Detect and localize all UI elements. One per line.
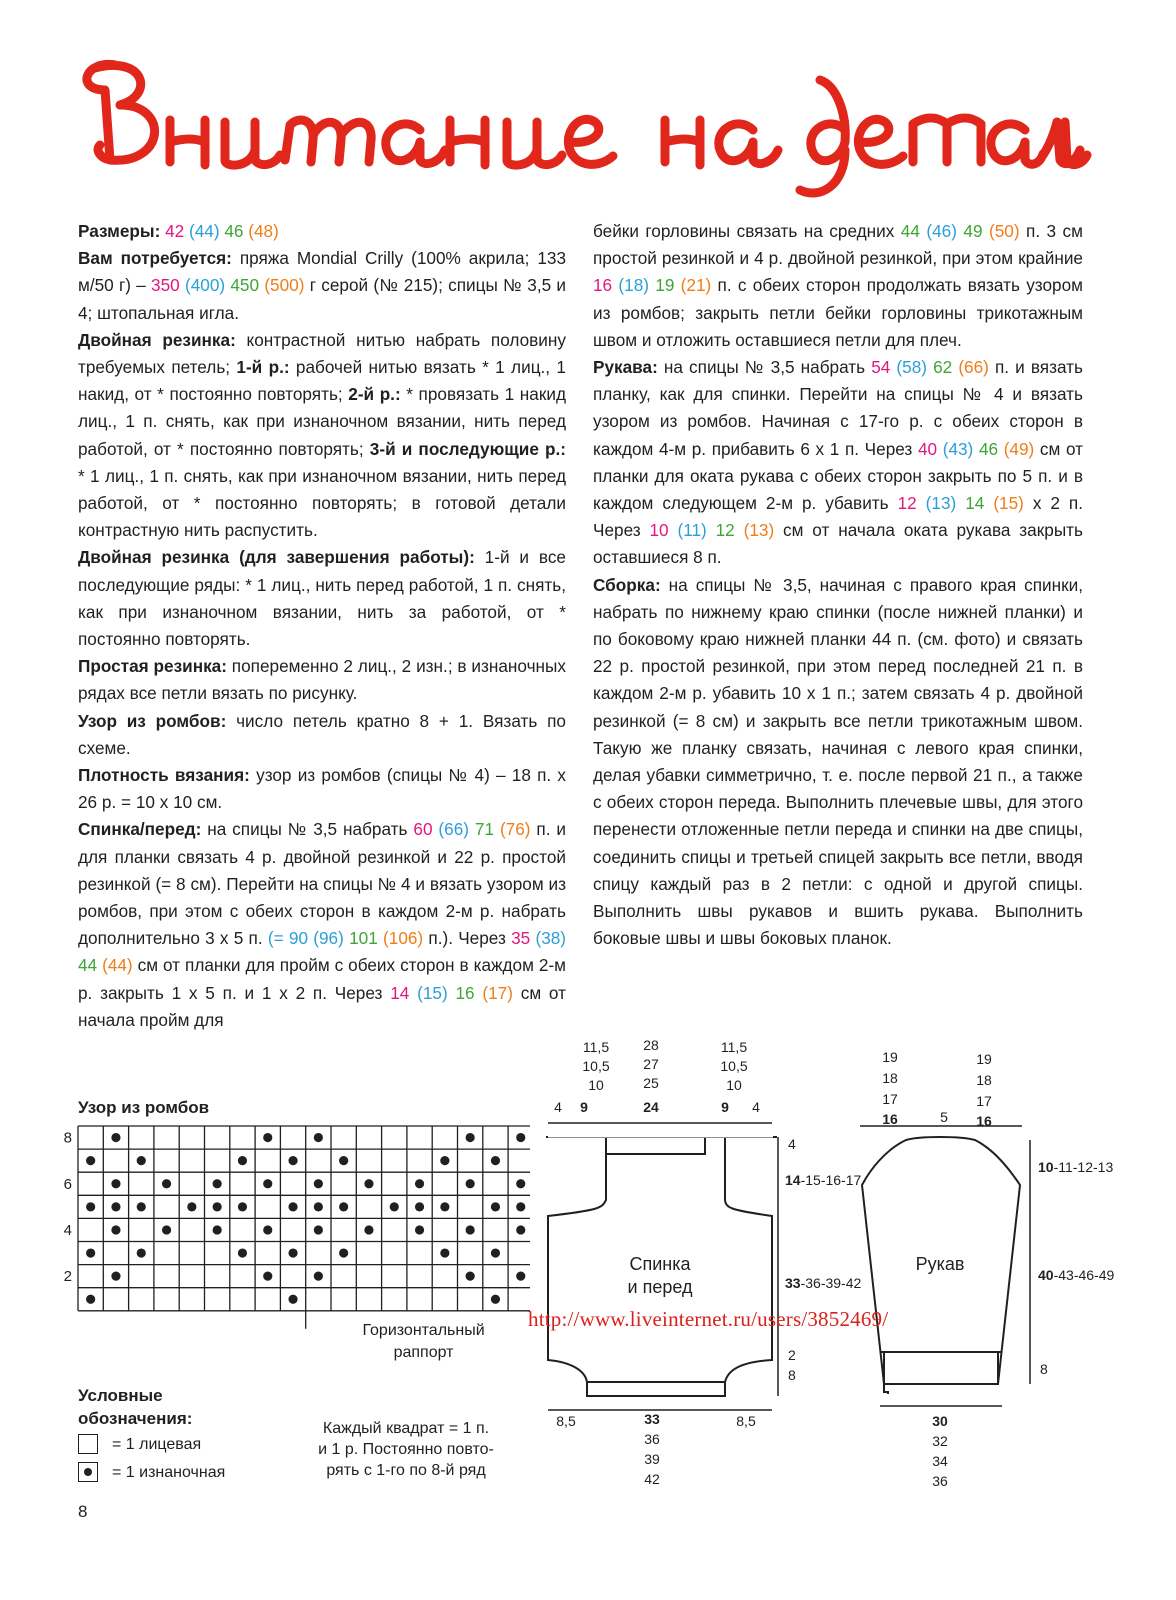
body-label-2: и перед [627,1277,693,1297]
size-value: 101 [349,928,378,949]
purl-stitch-dot [86,1202,95,1211]
body-height-top: 4 [788,1136,796,1152]
purl-stitch-dot [213,1225,222,1234]
size-value: (46) [926,221,957,241]
paragraph [78,762,566,816]
section-label: Узор из ромбов: [78,710,227,731]
chart-row-label: 4 [63,1221,72,1239]
sleeve-height-length: 40-43-46-49 [1038,1267,1115,1283]
sleeve-bottom-width-4: 36 [932,1473,948,1489]
size-value: (18) [618,275,649,296]
size-value: (38) [535,928,567,949]
paragraph [593,218,1083,354]
purl-stitch-dot [466,1272,475,1281]
sleeve-bottom-width-1: 30 [932,1413,948,1429]
body-width-center: 24 [643,1099,659,1115]
size-value: 19 [655,275,675,296]
size-value: (48) [248,221,279,241]
purl-stitch-dot [440,1248,449,1257]
body-height-band-1: 2 [788,1347,796,1363]
size-value: (66) [438,819,469,840]
size-value: 54 [871,357,891,378]
size-value: (106) [383,928,424,949]
text-run: контрастной нитью набрать половину требуемых петель; [78,329,566,378]
sleeve-top-left-4: 16 [882,1111,898,1127]
section-label: Размеры: [78,221,161,241]
text-run: п. и для планки связать 4 р. двойной резинкой и 22 р. простой резинкой (= 8 см). Перейти на спицы № 4 и вязать узором из ромбов, при этом с обеих сторон в каждом 2-м р. набрать дополнительно 3 х 5 п. [78,819,566,949]
paragraph [593,572,1083,953]
text-run: число петель кратно 8 + 1. Вязать по схеме. [78,710,566,758]
purl-stitch-dot [187,1202,196,1211]
size-value: 40 [917,438,938,459]
section-label: Рукава: [593,357,658,378]
section-label: Двойная резинка: [78,329,236,350]
size-value: (400) [184,275,226,296]
sleeve-height-band: 8 [1040,1361,1048,1377]
sleeve-top-right-1: 19 [976,1051,992,1067]
text-run: см от начала оката рукава закрыть оставшиеся 8 п. [593,520,1084,568]
paragraph [78,816,566,1034]
size-value: (= 90 [267,928,309,949]
body-top-left-3: 10 [588,1077,604,1093]
paragraph [78,708,566,762]
repeat-label: раппорт [393,1343,454,1361]
purl-stitch-dot [263,1133,272,1142]
purl-stitch-dot [162,1179,171,1188]
size-value: (11) [677,520,707,541]
text-run: на спицы № 3,5 набрать [657,357,872,378]
body-label-1: Спинка [629,1254,691,1274]
purl-stitch-dot [314,1133,323,1142]
purl-stitch-dot [314,1272,323,1281]
chart-row-label: 2 [63,1268,72,1286]
body-top-left-2: 10,5 [582,1058,610,1074]
purl-stitch-dot [314,1225,323,1234]
purl-stitch-dot [111,1225,120,1234]
body-top-center-1: 28 [643,1037,659,1053]
sleeve-label: Рукав [915,1254,965,1274]
chart-row-label: 6 [63,1175,72,1193]
body-height-band-2: 8 [788,1367,796,1383]
purl-stitch-dot [162,1225,171,1234]
paragraph [78,218,566,245]
sleeve-bottom-width-3: 34 [932,1453,948,1469]
purl-stitch-dot [415,1225,424,1234]
text-run: п. и вязать планку, как для спинки. Перейти на спицы № 4 и вязать узором из ромбов. Начиная с 17-го р. с обеих сторон в каждом 4-м р. прибавить 6 х 1 п. Через [593,357,1083,459]
purl-stitch-dot [339,1202,348,1211]
size-value: 12 [897,493,917,514]
size-value: (13) [743,520,775,541]
legend-title: Условные обозначения: [78,1386,193,1428]
purl-stitch-dot [364,1179,373,1188]
size-value: (58) [896,357,927,378]
size-value: 71 [474,819,495,840]
purl-stitch-dot [111,1133,120,1142]
purl-stitch-dot [288,1202,297,1211]
body-bottom-width-3: 39 [644,1451,660,1467]
purl-stitch-dot [137,1156,146,1165]
knit-symbol-box [78,1434,98,1454]
size-value: 14 [390,982,410,1003]
text-run [956,493,965,513]
purl-stitch-dot [288,1248,297,1257]
body-bottom-width-1: 33 [644,1411,660,1427]
purl-stitch-dot [111,1272,120,1281]
instructions-left-column [78,218,566,1034]
purl-stitch-dot [238,1156,247,1165]
text-run [984,493,993,513]
purl-stitch-dot [364,1225,373,1234]
purl-stitch-dot [213,1179,222,1188]
size-value: 49 [963,221,983,241]
legend-knit-label: = 1 лицевая [112,1436,202,1453]
body-width-left: 9 [580,1099,588,1115]
text-run: см от планки для оката рукава с обеих сторон закрыть по 5 п. и в каждом следующем 2-м р. убавить [593,438,1084,514]
sleeve-height-cap: 10-11-12-13 [1038,1159,1114,1175]
body-bottom-width-2: 36 [644,1431,660,1447]
size-value: 46 [224,221,244,241]
section-label: Вам потребуется: [78,248,232,269]
size-value: 44 [78,955,98,976]
diamond-pattern-chart [50,1118,530,1378]
size-value: (50) [988,221,1020,241]
section-label: Простая резинка: [78,656,227,677]
purl-stitch-dot [86,1248,95,1257]
purl-stitch-dot [314,1202,323,1211]
sleeve-top-left-3: 17 [882,1091,898,1107]
section-label: Плотность вязания: [78,765,250,786]
text-run: х 2 п. Через [593,493,1084,541]
purl-stitch-dot [415,1179,424,1188]
body-top-right-2: 10,5 [720,1058,748,1074]
paragraph [78,245,566,327]
text-run: бейки горловины связать на средних [593,221,901,241]
sleeve-top-right-3: 17 [976,1093,992,1109]
size-value: (13) [925,493,957,514]
sleeve-schema-diagram [850,1040,1150,1500]
section-label: Спинка/перед: [78,819,202,840]
text-run: * 1 лиц., 1 п. снять, как при изнаночном вязании, нить перед работой, от * постоянно повторять; в готовой детали контрастную нить распустить. [78,465,566,541]
body-bottom-right: 8,5 [736,1413,756,1429]
body-schema-diagram [530,1030,870,1500]
text-run [707,520,716,540]
text-run: рабочей нитью вязать * 1 лиц., 1 накид, от * постоянно повторять; [78,357,566,405]
sleeve-top-right-2: 18 [976,1072,992,1088]
purl-stitch-dot [339,1156,348,1165]
page-title [75,50,1095,210]
purl-stitch-dot [263,1272,272,1281]
purl-stitch-dot [111,1202,120,1211]
body-bottom-left: 8,5 [556,1413,576,1429]
purl-stitch-dot [339,1248,348,1257]
purl-stitch-dot [263,1179,272,1188]
body-width-right-small: 4 [752,1099,760,1115]
text-run: п. с обеих сторон продолжать вязать узором из ромбов; закрыть петли бейки горловины трикотажным швом и отложить оставшиеся петли для плеч. [593,275,1083,350]
text-run: 3-й и последующие р.: [369,438,566,459]
purl-stitch-dot [516,1225,525,1234]
paragraph [78,327,566,545]
purl-stitch-dot [314,1179,323,1188]
purl-stitch-dot [466,1133,475,1142]
purl-stitch-dot [111,1179,120,1188]
text-run [409,983,417,1003]
chart-row-label: 8 [63,1129,72,1147]
purl-stitch-dot [390,1202,399,1211]
paragraph [78,544,566,653]
purl-stitch-dot [415,1202,424,1211]
size-value: 14 [965,493,985,514]
size-value: 10 [649,520,669,541]
text-run: попеременно 2 лиц., 2 изн.; в изнаночных рядах все петли вязать по рисунку. [78,656,566,704]
purl-stitch-dot [86,1295,95,1304]
body-top-right-3: 10 [726,1077,742,1093]
text-run: 2-й р.: [348,384,401,405]
instructions-right-column [593,218,1083,952]
page-number: 8 [78,1502,88,1521]
paragraph [78,653,566,707]
text-run: пряжа Mondial Crilly (100% акрила; 133 м/50 г) – [78,248,567,296]
size-value: (21) [680,275,712,296]
text-run: на спицы № 3,5, начиная с правого края спинки, набрать по нижнему краю спинки (после нижней планки) и по боковому краю нижней планки 44 п. (см. фото) и связать 22 р. простой резинкой, при этом перед последней 21 п. в каждом 2-м р. убавить 10 х 1 п.; затем связать 4 р. двойной резинкой (= 8 см) и закрыть все петли трикотажным швом. Такую же планку связать, начиная с левого края спинки, делая убавки симметрично, т. е. после первой 21 п., а также с обеих сторон переда. Выполнить плечевые швы, для этого перенести отложенные петли переда и спинки на две спицы, соединить спицы и третьей спицей закрыть все петли, вводя спицу каждый раз в 2 петли: с одной и другой спицы. Выполнить швы рукавов и вшить рукава. Выполнить боковые швы и швы боковых планок. [593,574,1083,949]
size-value: 35 [511,928,531,949]
size-value: 12 [715,520,735,541]
legend-note: Каждый квадрат = 1 п. и 1 р. Постоянно повто- рять с 1-го по 8-й ряд [318,1420,494,1479]
purl-stitch-dot [491,1202,500,1211]
size-value: (15) [993,493,1024,514]
size-value: 46 [978,438,999,459]
size-value: (17) [482,982,513,1003]
size-value: (44) [102,955,133,976]
text-run: см от начала пройм для [78,982,566,1030]
purl-stitch-dot [516,1179,525,1188]
sleeve-bottom-width-2: 32 [932,1433,948,1449]
text-run: см от планки для пройм с обеих сторон в каждом 2-м р. закрыть 1 х 5 п. и 1 х 2 п. Через [78,955,566,1003]
size-value: 16 [593,275,613,296]
size-value: (500) [264,275,305,296]
size-value: (96) [313,928,344,949]
repeat-label: Горизонтальный [362,1321,485,1339]
purl-stitch-dot [86,1156,95,1165]
body-height-main: 33-36-39-42 [785,1275,862,1291]
body-height-armhole: 14-15-16-17 [785,1172,862,1188]
purl-stitch-dot [238,1248,247,1257]
size-value: (44) [188,221,220,241]
text-run: * провязать 1 накид лиц., 1 п. снять, как при изнаночном вязании, нить перед работой, от * постоянно повторять; [78,384,566,459]
purl-stitch-dot [137,1202,146,1211]
purl-stitch-dot [213,1202,222,1211]
section-label: Двойная резинка (для завершения работы): [78,547,475,568]
text-run [735,520,744,540]
purl-stitch-dot [516,1202,525,1211]
text-run: узор из ромбов (спицы № 4) – 18 п. х 26 р. = 10 х 10 см. [78,765,567,813]
text-run: 1-й и все последующие ряды: * 1 лиц., нить перед работой, 1 п. снять, как при изнаночном вязании, нить за работой, от * постоянно повторять. [78,547,566,650]
text-run: на спицы № 3,5 набрать [201,819,414,840]
legend-purl-label: = 1 изнаночная [112,1464,226,1481]
body-top-center-3: 25 [643,1075,659,1091]
chart-title: Узор из ромбов [78,1098,210,1117]
body-width-left-small: 4 [554,1099,562,1115]
size-value: (15) [417,982,448,1003]
sleeve-top-left-2: 18 [882,1070,898,1086]
purl-stitch-dot [137,1248,146,1257]
text-run: 1-й р.: [236,357,290,378]
text-run: п.). Через [423,928,512,949]
size-value: 450 [230,275,260,296]
sleeve-top-center: 5 [940,1109,948,1125]
purl-stitch-dot [491,1248,500,1257]
size-value: 62 [933,357,953,378]
body-top-right-1: 11,5 [720,1039,748,1055]
purl-stitch-dot [238,1202,247,1211]
size-value: (49) [1003,438,1035,459]
sleeve-top-left-1: 19 [882,1049,898,1065]
section-label: Сборка: [593,574,661,595]
paragraph [593,354,1083,572]
purl-stitch-dot [466,1225,475,1234]
purl-stitch-dot [440,1202,449,1211]
size-value: 350 [151,275,180,296]
source-url-link[interactable]: http://www.liveinternet.ru/users/3852469/ [528,1307,889,1331]
text-run: п. 3 см простой резинкой и 4 р. двойной резинкой, при этом крайние [593,221,1083,269]
size-value: 60 [413,819,433,840]
sleeve-top-right-4: 16 [976,1113,992,1129]
purl-stitch-dot [516,1133,525,1142]
purl-stitch-dot [516,1272,525,1281]
body-width-right: 9 [721,1099,729,1115]
size-value: 16 [455,982,475,1003]
size-value: 44 [900,221,920,241]
text-run [917,493,926,513]
size-value: (66) [958,357,989,378]
size-value: (76) [499,819,531,840]
body-bottom-width-4: 42 [644,1471,660,1487]
purl-symbol-box [78,1462,98,1482]
purl-stitch-dot [263,1225,272,1234]
body-top-center-2: 27 [643,1056,659,1072]
purl-stitch-dot [440,1156,449,1165]
purl-stitch-dot [466,1179,475,1188]
purl-stitch-dot [288,1156,297,1165]
purl-stitch-dot [288,1295,297,1304]
text-run: г серой (№ 215); спицы № 3,5 и 4; штопальная игла. [78,275,567,323]
purl-stitch-dot [491,1295,500,1304]
size-value: 42 [165,221,185,241]
purl-dot-icon [84,1468,92,1476]
purl-stitch-dot [491,1156,500,1165]
body-top-left-1: 11,5 [582,1039,610,1055]
size-value: (43) [942,438,974,459]
